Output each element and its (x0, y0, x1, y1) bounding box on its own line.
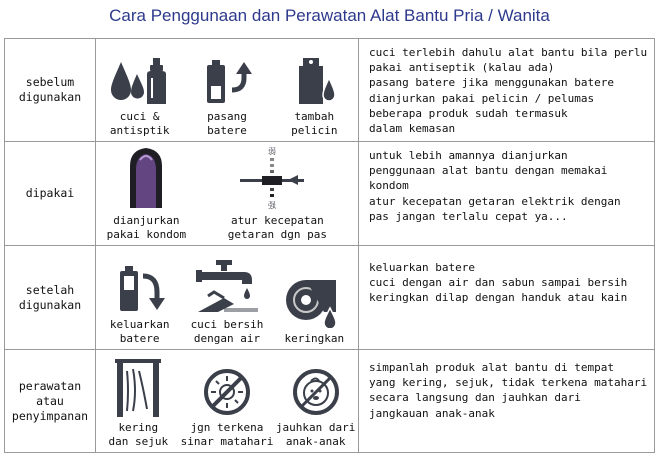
item-caption: keluarkan batere (109, 318, 170, 345)
lubricant-bottle-icon (289, 56, 339, 106)
item-no-sun (181, 350, 274, 452)
description-storage: simpanlah produk alat bantu di tempat yang kering, sejuk, tidak terkena matahari secara langsung dan jauhkan dari jangkauan anak-anak (359, 350, 655, 453)
icon-group (96, 142, 359, 246)
stage-label: sebelum digunakan (5, 39, 96, 142)
item-caption: cuci & antisptik (109, 110, 170, 137)
towel-dry-icon (284, 278, 344, 328)
item-caption: tambah pelicin (291, 110, 338, 137)
item-caption: jauhkan dari anak-anak (275, 421, 356, 448)
item-caption: jgn terkena sinar matahari (180, 421, 274, 448)
item-speed (197, 142, 358, 245)
description-during-use: untuk lebih amannya dianjurkan penggunaan alat bantu dengan memakai kondom atur kecepatan getaran elektrik dengan pas jangan terlalu cepat ya... (359, 142, 655, 246)
icon-group (96, 39, 359, 142)
no-children-icon (291, 367, 341, 417)
icon-group (96, 350, 359, 453)
slider-top-label: 弱 (268, 147, 277, 156)
speed-slider-icon (232, 146, 322, 210)
item-remove-battery (96, 246, 183, 349)
stage-label: perawatan atau penyimpanan (5, 350, 96, 453)
item-insert-battery (183, 39, 270, 141)
condom-icon (122, 146, 170, 210)
item-wash-water (183, 246, 270, 349)
item-caption: cuci bersih dengan air (190, 318, 264, 345)
row-during-use (5, 142, 655, 246)
battery-insert-icon (202, 56, 252, 106)
slider-bottom-label: 强 (268, 201, 277, 210)
faucet-wash-icon (194, 258, 260, 314)
battery-remove-icon (115, 262, 165, 314)
dry-cool-storage-icon (113, 357, 163, 417)
row-storage (5, 350, 655, 453)
item-caption: dianjurkan pakai kondom (106, 214, 187, 241)
item-caption: pasang batere (207, 110, 247, 137)
item-lubricant (271, 39, 358, 141)
no-sun-icon (202, 367, 252, 417)
drop-spray-icon (107, 56, 173, 106)
description-before-use: cuci terlebih dahulu alat bantu bila perlu pakai antiseptik (kalau ada) pasang batere jika menggunakan batere dianjurkan pakai pelicin / pelumas beberapa produk sudah termasuk dalam kemasan (359, 39, 655, 142)
item-dry (271, 246, 358, 349)
item-wash (96, 39, 183, 141)
row-after-use (5, 246, 655, 350)
row-before-use (5, 39, 655, 142)
page-title: Cara Penggunaan dan Perawatan Alat Bantu Pria / Wanita (109, 6, 550, 25)
icon-group (96, 246, 359, 350)
description-after-use: keluarkan batere cuci dengan air dan sabun sampai bersih keringkan dilap dengan handuk atau kain (359, 246, 655, 350)
stage-label: setelah digunakan (5, 246, 96, 350)
item-condom (96, 142, 197, 245)
usage-guide-table (4, 38, 655, 453)
item-caption: atur kecepatan getaran dgn pas (227, 214, 328, 241)
item-caption: kering dan sejuk (108, 421, 169, 448)
item-caption: keringkan (284, 331, 345, 345)
item-no-children (273, 350, 358, 452)
item-dry-cool (96, 350, 181, 452)
stage-label: dipakai (5, 142, 96, 246)
